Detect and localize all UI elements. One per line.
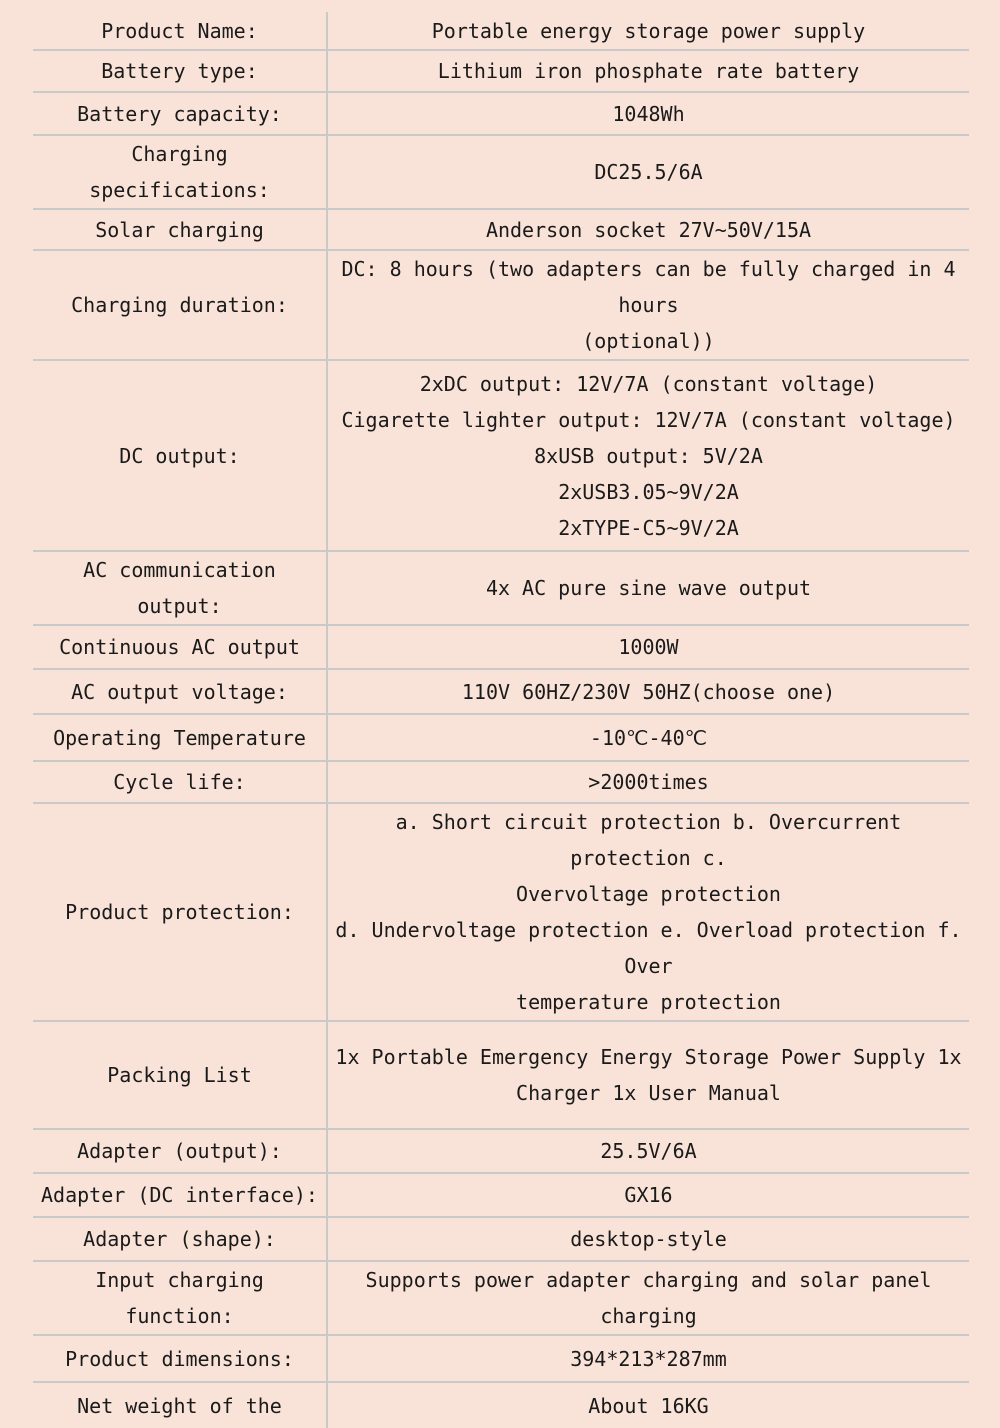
spec-value [327, 1129, 969, 1173]
spec-label: Product dimensions: [33, 1335, 327, 1382]
spec-value-line: 25.5V/6A [600, 1139, 697, 1163]
spec-value [327, 1173, 969, 1217]
spec-row [33, 50, 969, 92]
spec-label: Solar charging [33, 209, 327, 250]
spec-value-line: Lithium iron phosphate rate battery [437, 59, 860, 83]
spec-label: Battery type: [33, 50, 327, 92]
spec-label: Input charging function: [33, 1261, 327, 1335]
spec-value-line: 110V 60HZ/230V 50HZ(choose one) [461, 679, 836, 704]
spec-label: Product Name: [33, 12, 327, 50]
spec-row [33, 625, 969, 669]
spec-value [327, 551, 969, 625]
spec-value-line: 1048Wh [612, 101, 685, 126]
spec-row [33, 1217, 969, 1261]
spec-row [33, 1335, 969, 1382]
spec-row [33, 92, 969, 135]
spec-value [327, 714, 969, 761]
spec-label: Adapter (output): [33, 1129, 327, 1173]
spec-table-body [33, 12, 969, 1428]
spec-value [327, 92, 969, 135]
spec-value-line: d. Undervoltage protection e. Overload protection f. Over [335, 918, 962, 978]
spec-row [33, 551, 969, 625]
spec-value [327, 803, 969, 1021]
spec-value [327, 360, 969, 551]
spec-row [33, 1129, 969, 1173]
spec-value-line: Overvoltage protection [516, 882, 781, 906]
spec-value [327, 625, 969, 669]
spec-value-line: a. Short circuit protection b. Overcurrent protection c. [395, 810, 902, 870]
spec-value [327, 209, 969, 250]
spec-value-line: 1000W [618, 635, 679, 659]
spec-value [327, 761, 969, 803]
spec-value-line: About 16KG [588, 1393, 709, 1418]
spec-table [33, 12, 969, 1428]
spec-label: Continuous AC output [33, 625, 327, 669]
spec-row [33, 669, 969, 714]
spec-value-line: 394*213*287mm [570, 1346, 727, 1371]
spec-label: Operating Temperature [33, 714, 327, 761]
spec-value [327, 250, 969, 360]
spec-row [33, 1261, 969, 1335]
spec-label: Battery capacity: [33, 92, 327, 135]
spec-value-line: DC: 8 hours (two adapters can be fully charged in 4 hours [341, 257, 956, 317]
spec-value [327, 1335, 969, 1382]
spec-value-line: Anderson socket 27V~50V/15A [485, 217, 812, 242]
spec-row [33, 135, 969, 209]
spec-row [33, 761, 969, 803]
spec-value-line: 8xUSB output: 5V/2A [534, 443, 763, 468]
spec-label: Packing List [33, 1021, 327, 1129]
spec-label: Cycle life: [33, 761, 327, 803]
spec-value [327, 1261, 969, 1335]
spec-value-line: temperature protection [516, 990, 781, 1014]
spec-value-line: 2xDC output: 12V/7A (constant voltage) [419, 371, 878, 396]
spec-label: Adapter (DC interface): [33, 1173, 327, 1217]
spec-row [33, 714, 969, 761]
spec-value-line: (optional)) [582, 329, 715, 353]
spec-label: Adapter (shape): [33, 1217, 327, 1261]
spec-row [33, 1382, 969, 1428]
spec-row [33, 1021, 969, 1129]
spec-value [327, 1382, 969, 1428]
spec-label: DC output: [33, 360, 327, 551]
spec-value-line: 2xUSB3.05~9V/2A [558, 479, 739, 504]
spec-value-line: 2xTYPE-C5~9V/2A [558, 515, 739, 540]
spec-row [33, 803, 969, 1021]
spec-row [33, 1173, 969, 1217]
spec-value-line: Charger 1x User Manual [516, 1081, 781, 1105]
spec-row [33, 360, 969, 551]
spec-value [327, 1217, 969, 1261]
spec-row [33, 12, 969, 50]
spec-label: Charging duration: [33, 250, 327, 360]
spec-label: Net weight of the [33, 1382, 327, 1428]
spec-value-line: -10℃-40℃ [589, 725, 708, 750]
spec-value-line: GX16 [624, 1183, 673, 1207]
spec-value-line: DC25.5/6A [594, 160, 703, 184]
spec-row [33, 209, 969, 250]
spec-value [327, 1021, 969, 1129]
spec-label: Charging specifications: [33, 135, 327, 209]
spec-value-line: Cigarette lighter output: 12V/7A (constant voltage) [341, 407, 956, 432]
spec-value [327, 669, 969, 714]
spec-value-line: Portable energy storage power supply [431, 18, 866, 43]
spec-value [327, 12, 969, 50]
spec-value-line: desktop-style [570, 1227, 727, 1251]
spec-value-line: 1x Portable Emergency Energy Storage Power Supply 1x [335, 1045, 962, 1069]
spec-value [327, 135, 969, 209]
spec-value-line: Supports power adapter charging and solar panel charging [365, 1268, 932, 1328]
spec-value-line: >2000times [588, 770, 709, 794]
spec-value [327, 50, 969, 92]
spec-label: AC output voltage: [33, 669, 327, 714]
spec-label: Product protection: [33, 803, 327, 1021]
spec-row [33, 250, 969, 360]
spec-label: AC communication output: [33, 551, 327, 625]
spec-value-line: 4x AC pure sine wave output [485, 576, 812, 600]
